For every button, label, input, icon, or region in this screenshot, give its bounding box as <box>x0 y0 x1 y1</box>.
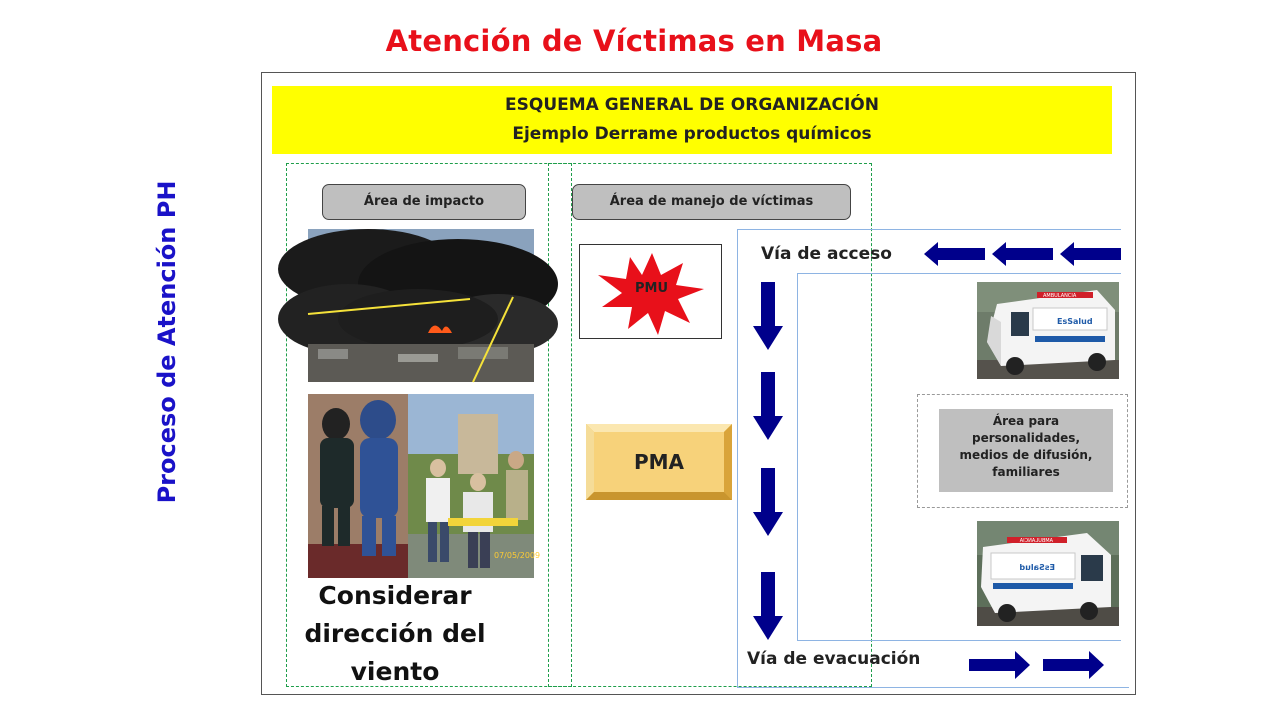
impact-area-label: Área de impacto <box>322 184 526 220</box>
left-arrow-icon <box>924 242 985 266</box>
down-arrow-icon <box>753 282 783 350</box>
down-arrow-icon <box>753 572 783 640</box>
inner-route-bottom-line <box>797 640 1121 641</box>
left-arrow-icon <box>1060 242 1121 266</box>
evac-route-bottom-line <box>737 687 1129 688</box>
page-title: Atención de Víctimas en Masa <box>385 24 883 58</box>
victims-area-label: Área de manejo de víctimas <box>572 184 851 220</box>
ambulance-photo-top <box>977 282 1119 379</box>
wind-note-line-1: Considerar <box>318 581 472 610</box>
wind-note-line-2: dirección del <box>304 619 486 648</box>
evacuation-arrows <box>967 648 1107 682</box>
route-left-line <box>737 229 738 687</box>
ambulance-brand: EsSalud <box>1057 317 1093 326</box>
side-title: Proceso de Atención PH <box>153 180 181 504</box>
access-route-top-line <box>737 229 1121 230</box>
wind-note <box>290 577 500 691</box>
hazmat-team-photo <box>308 394 541 578</box>
vip-area-line-4: familiares <box>992 465 1060 479</box>
banner-line-1: ESQUEMA GENERAL DE ORGANIZACIÓN <box>505 95 879 115</box>
down-arrows <box>750 280 786 645</box>
down-arrow-icon <box>753 372 783 440</box>
access-route-label: Vía de acceso <box>761 244 892 264</box>
down-arrow-icon <box>753 468 783 536</box>
vip-area-box <box>939 409 1113 492</box>
right-arrow-icon <box>1043 651 1104 679</box>
header-banner <box>272 86 1112 154</box>
ambulance-photo-bottom <box>977 521 1119 626</box>
vip-area-line-3: medios de difusión, <box>959 448 1093 462</box>
vip-area-line-1: Área para <box>992 414 1060 428</box>
pma-label: PMA <box>633 450 685 474</box>
photo-date: 07/05/2009 <box>494 551 541 560</box>
left-arrow-icon <box>992 242 1053 266</box>
right-arrow-icon <box>969 651 1030 679</box>
pmu-label: PMU <box>634 281 669 296</box>
vip-area-line-2: personalidades, <box>971 431 1081 445</box>
ambulance-brand-mirrored: EsSalud <box>1019 563 1055 572</box>
pmu-box <box>579 244 722 339</box>
evacuation-route-label: Vía de evacuación <box>747 649 921 669</box>
inner-route-top-line <box>797 273 1121 274</box>
ambulance-sign-mirrored: AMBULANCIA <box>1019 538 1053 544</box>
ambulance-sign: AMBULANCIA <box>1043 293 1077 299</box>
banner-line-2: Ejemplo Derrame productos químicos <box>512 124 872 144</box>
access-arrows <box>924 237 1124 271</box>
inner-route-left-line <box>797 273 798 640</box>
fire-smoke-photo <box>308 229 534 382</box>
wind-note-line-3: viento <box>350 657 440 686</box>
